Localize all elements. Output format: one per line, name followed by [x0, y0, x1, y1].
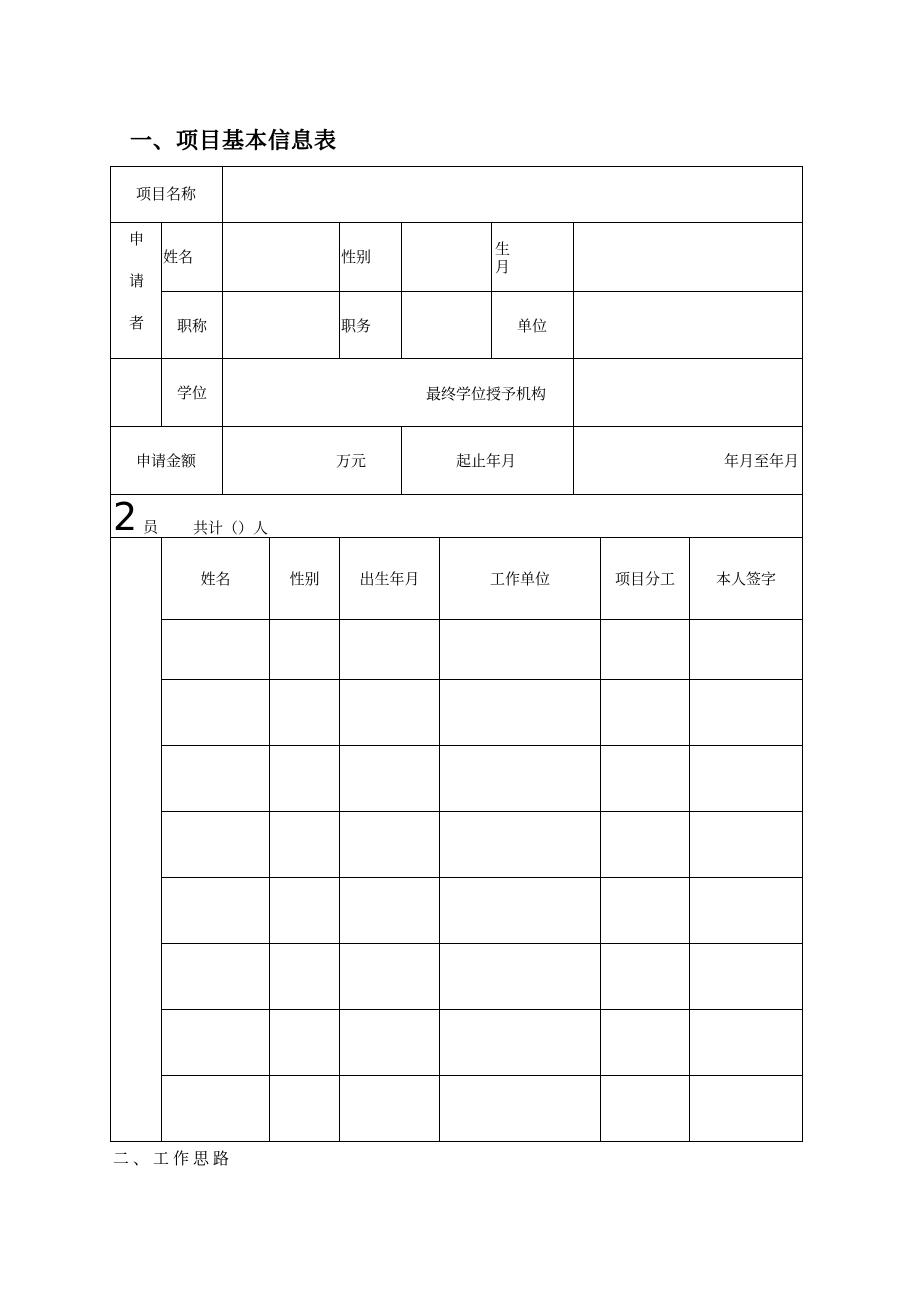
- table-border: [339, 537, 340, 1142]
- table-border: [161, 745, 803, 746]
- table-border: [161, 222, 162, 427]
- table-border: [802, 166, 803, 1142]
- member-header-gender: 性别: [289, 570, 320, 588]
- table-border: [161, 1009, 803, 1010]
- table-border: [161, 811, 803, 812]
- table-border: [401, 222, 402, 359]
- table-border: [161, 877, 803, 878]
- amount-unit: 万元: [336, 452, 367, 470]
- table-border: [161, 679, 803, 680]
- table-border: [110, 166, 803, 167]
- birth-label-1: 生: [495, 240, 511, 258]
- table-border: [110, 1141, 803, 1142]
- member-total: 共计（）人: [193, 519, 269, 537]
- unit-label: 单位: [517, 317, 548, 335]
- applicant-label-3: 者: [129, 314, 145, 332]
- amount-label: 申请金额: [136, 452, 197, 470]
- degree-institution-label: 最终学位授予机构: [426, 385, 547, 403]
- table-border: [573, 222, 574, 495]
- position-label: 职务: [341, 317, 372, 335]
- title-rank-label: 职称: [177, 317, 208, 335]
- member-section-number: 2: [113, 495, 138, 539]
- table-border: [110, 537, 803, 538]
- table-border: [110, 222, 803, 223]
- table-border: [161, 1075, 803, 1076]
- table-border: [110, 358, 803, 359]
- name-label: 姓名: [163, 248, 194, 266]
- gender-label: 性别: [341, 248, 372, 266]
- period-value: 年月至年月: [724, 452, 800, 470]
- table-border: [491, 222, 492, 359]
- page-title: 一、项目基本信息表: [130, 129, 338, 154]
- table-border: [439, 537, 440, 1142]
- table-border: [339, 222, 340, 359]
- table-border: [269, 537, 270, 1142]
- table-border: [110, 494, 803, 495]
- birth-label-2: 月: [495, 258, 511, 276]
- member-header-work-unit: 工作单位: [489, 570, 550, 588]
- table-border: [161, 537, 162, 1142]
- member-header-name: 姓名: [200, 570, 231, 588]
- table-border: [600, 537, 601, 1142]
- applicant-label-2: 请: [129, 272, 145, 290]
- member-header-signature: 本人签字: [715, 570, 776, 588]
- section-two-heading: 二、工作思路: [113, 1149, 234, 1168]
- member-header-birth: 出生年月: [359, 570, 420, 588]
- table-border: [222, 166, 223, 495]
- member-header-role: 项目分工: [614, 570, 675, 588]
- project-name-label: 项目名称: [136, 185, 197, 203]
- applicant-label-1: 申: [129, 230, 145, 248]
- table-border: [161, 291, 803, 292]
- period-label: 起止年月: [456, 452, 517, 470]
- degree-label: 学位: [177, 384, 208, 402]
- table-border: [110, 426, 803, 427]
- table-border: [110, 166, 111, 1142]
- table-border: [401, 426, 402, 495]
- table-border: [161, 619, 803, 620]
- table-border: [161, 943, 803, 944]
- member-section-char: 员: [143, 518, 159, 536]
- table-border: [689, 537, 690, 1142]
